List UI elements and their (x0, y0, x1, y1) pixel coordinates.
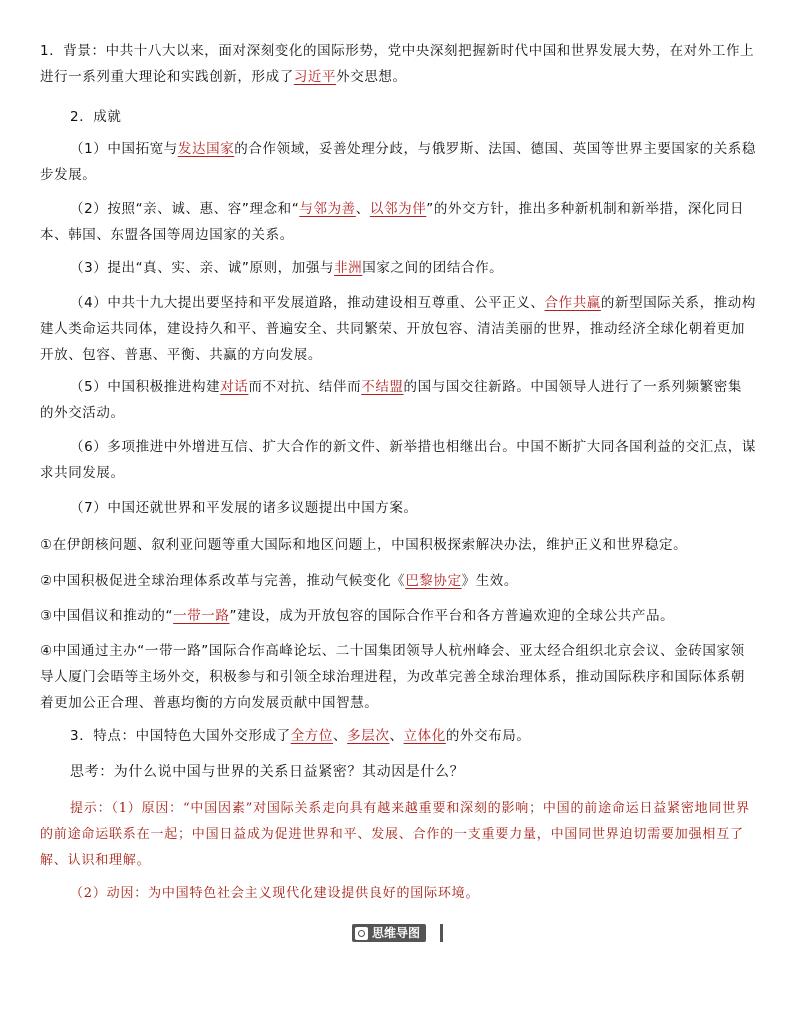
text: ”的外交方针，推出多种新机制和新举措，深化同日本、韩国、东盟各国等周边国家的关系。 (40, 201, 745, 243)
text: （2）按照“亲、诚、惠、容”理念和“ (70, 201, 300, 217)
keyword: 对话 (220, 379, 249, 395)
hint-reason: 提示：（1）原因：“中国因素”对国际关系走向具有越来越重要和深刻的影响；中国的前途命运日益紧密地同世界的前途命运联系在一起；中国日益成为促进世界和平、发展、合作的一支重要力量，中国同世界迫切需要加强相互了解、认识和理解。 (40, 801, 750, 868)
text: 的新型国际关系，推动构建人类命运共同体，建设持久和平、普遍安全、共同繁荣、开放包容、清洁美丽的世界，推动经济全球化朝着更加开放、包容、普惠、平衡、共赢的方向发展。 (40, 295, 757, 363)
text: 而不对抗、结伴而 (248, 379, 362, 395)
chinese-plan-4: ④中国通过主办“一带一路”国际合作高峰论坛、二十国集团领导人杭州峰会、亚太经合组织北京会议、金砖国家领导人厦门会晤等主场外交，积极参与和引领全球治理进程，为改革完善全球治理体系，推动国际秩序和国际体系朝着更加公正合理、普惠均衡的方向发展贡献中国智慧。 (40, 643, 745, 711)
chinese-plan-2 (40, 568, 756, 594)
keyword: 非洲 (334, 260, 363, 276)
text: 的外交布局。 (445, 728, 531, 744)
keyword: 习近平 (293, 69, 337, 85)
text: （3）提出“真、实、亲、诚”原则，加强与 (70, 260, 335, 276)
achievement-3 (40, 255, 756, 281)
text: 的合作领域，妥善处理分歧，与俄罗斯、法国、德国、英国等世界主要国家的关系稳步发展。 (40, 141, 756, 183)
think-question: 思考：为什么说中国与世界的关系日益紧密？其动因是什么？ (70, 764, 465, 780)
hint-motive: （2）动因：为中国特色社会主义现代化建设提供良好的国际环境。 (70, 886, 480, 901)
achievement-4 (40, 290, 756, 368)
keyword: 巴黎协定 (405, 573, 462, 589)
text: 、 (333, 728, 348, 744)
mindmap-label: 思维导图 (372, 926, 421, 940)
keyword: 一带一路 (173, 608, 230, 624)
text: （4）中共十九大提出要坚持和平发展道路，推动建设相互尊重、公平正义、 (70, 295, 545, 311)
characteristics-paragraph (40, 723, 756, 749)
text: 3．特点：中国特色大国外交形成了 (70, 728, 291, 744)
keyword: 与邻为善 (299, 201, 356, 217)
achievements-heading: 2．成就 (70, 109, 122, 125)
text: （1）中国拓宽与 (70, 141, 178, 157)
text: 的国与国交往新路。中国领导人进行了一系列频繁密集的外交活动。 (40, 379, 742, 421)
keyword: 以邻为伴 (369, 201, 427, 217)
chinese-plan-1: ①在伊朗核问题、叙利亚问题等重大国际和地区问题上，中国积极探索解决办法，维护正义和世界稳定。 (40, 537, 688, 553)
text: ②中国积极促进全球治理体系改革与完善，推动气候变化《 (40, 573, 406, 589)
keyword: 合作共赢 (544, 295, 601, 311)
text: 》生效。 (461, 573, 519, 589)
keyword: 多层次 (347, 728, 390, 744)
achievement-5 (40, 374, 756, 426)
achievement-7: （7）中国还就世界和平发展的诸多议题提出中国方案。 (70, 500, 418, 516)
keyword: 全方位 (290, 728, 334, 744)
achievement-1 (40, 136, 756, 188)
background-paragraph (40, 38, 756, 90)
chinese-plan-3 (40, 603, 756, 629)
text: 、 (389, 728, 404, 744)
text: 国家之间的团结合作。 (362, 260, 504, 276)
text: 1．背景：中共十八大以来，面对深刻变化的国际形势，党中央深刻把握新时代中国和世界发展大势，在对外工作上进行一系列重大理论和实践创新，形成了 (40, 43, 755, 85)
text: 、 (355, 201, 370, 217)
text: （5）中国积极推进构建 (70, 379, 221, 395)
text: ”建设，成为开放包容的国际合作平台和各方普遍欢迎的全球公共产品。 (229, 608, 675, 624)
achievement-2 (40, 196, 756, 248)
mindmap-icon (355, 927, 368, 940)
mindmap-badge-edge (440, 924, 443, 942)
keyword: 发达国家 (177, 141, 235, 157)
text: 外交思想。 (336, 69, 407, 85)
mindmap-badge (352, 924, 426, 942)
keyword: 立体化 (403, 728, 446, 744)
achievement-6: （6）多项推进中外增进互信、扩大合作的新文件、新举措也相继出台。中国不断扩大同各国利益的交汇点，谋求共同发展。 (40, 439, 756, 481)
text: ③中国倡议和推动的“ (40, 608, 174, 624)
keyword: 不结盟 (361, 379, 404, 395)
